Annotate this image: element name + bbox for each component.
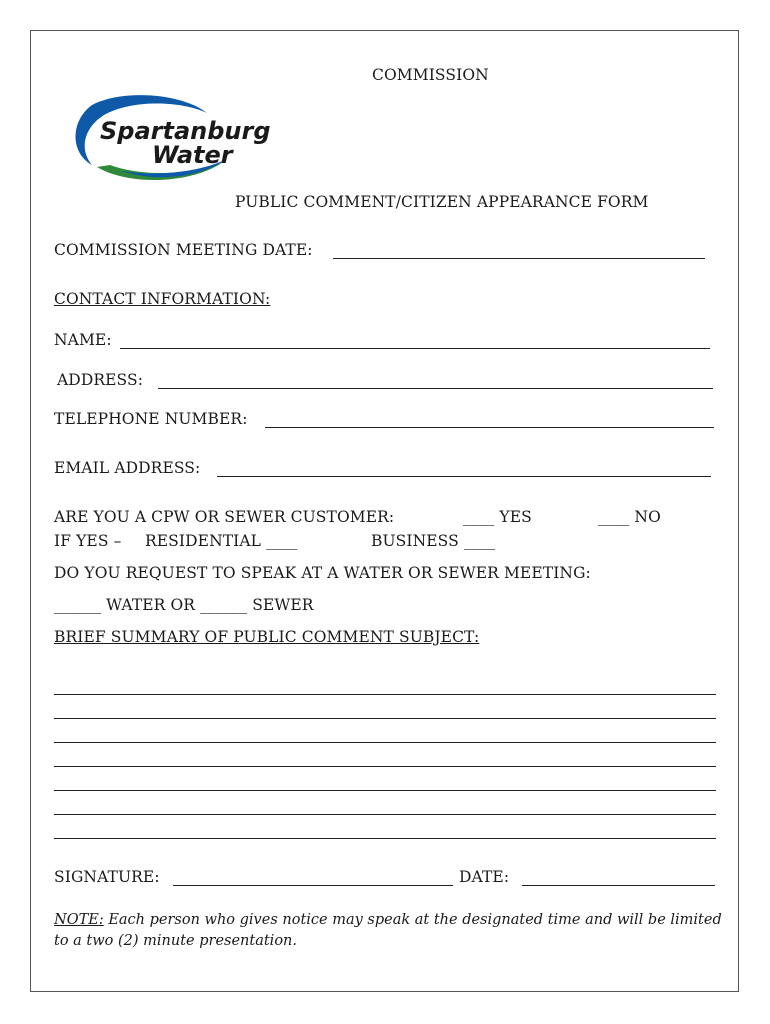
date-label: DATE: [459, 868, 510, 886]
note-text: Each person who gives notice may speak at the designated time and will be limited to a two (2) minute presentation. [54, 912, 722, 949]
contact-heading: CONTACT INFORMATION: [54, 290, 271, 308]
meeting-date-label: COMMISSION MEETING DATE: [54, 241, 313, 259]
business-option[interactable]: BUSINESS ____ [371, 532, 496, 550]
summary-line[interactable] [54, 766, 716, 767]
signature-field[interactable] [173, 885, 453, 886]
telephone-field[interactable] [265, 427, 714, 428]
no-option[interactable]: ____ NO [598, 508, 661, 526]
yes-option[interactable]: ____ YES [463, 508, 532, 526]
logo-text-line2: Water [152, 141, 233, 169]
signature-label: SIGNATURE: [54, 868, 160, 886]
customer-question: ARE YOU A CPW OR SEWER CUSTOMER: [54, 508, 395, 526]
email-label: EMAIL ADDRESS: [54, 459, 201, 477]
summary-line[interactable] [54, 838, 716, 839]
telephone-label: TELEPHONE NUMBER: [54, 410, 248, 428]
summary-heading: BRIEF SUMMARY OF PUBLIC COMMENT SUBJECT: [54, 628, 480, 646]
summary-line[interactable] [54, 694, 716, 695]
speak-question: DO YOU REQUEST TO SPEAK AT A WATER OR SEWER MEETING: [54, 564, 591, 582]
summary-line[interactable] [54, 790, 716, 791]
residential-option[interactable]: RESIDENTIAL ____ [145, 532, 298, 550]
summary-line[interactable] [54, 814, 716, 815]
address-label: ADDRESS: [57, 371, 144, 389]
note [54, 910, 724, 952]
email-field[interactable] [217, 476, 711, 477]
water-sewer-options[interactable]: ______ WATER OR ______ SEWER [54, 596, 314, 614]
summary-line[interactable] [54, 742, 716, 743]
if-yes-label: IF YES – [54, 532, 122, 550]
name-field[interactable] [120, 348, 710, 349]
summary-line[interactable] [54, 718, 716, 719]
commission-header: COMMISSION [372, 66, 489, 84]
note-label: NOTE: [54, 912, 104, 928]
form-title: PUBLIC COMMENT/CITIZEN APPEARANCE FORM [235, 193, 649, 211]
spartanburg-water-logo [62, 93, 271, 185]
date-field[interactable] [522, 885, 715, 886]
address-field[interactable] [158, 388, 713, 389]
name-label: NAME: [54, 331, 112, 349]
logo-text-line1: Spartanburg [100, 117, 271, 145]
meeting-date-field[interactable] [333, 258, 705, 259]
